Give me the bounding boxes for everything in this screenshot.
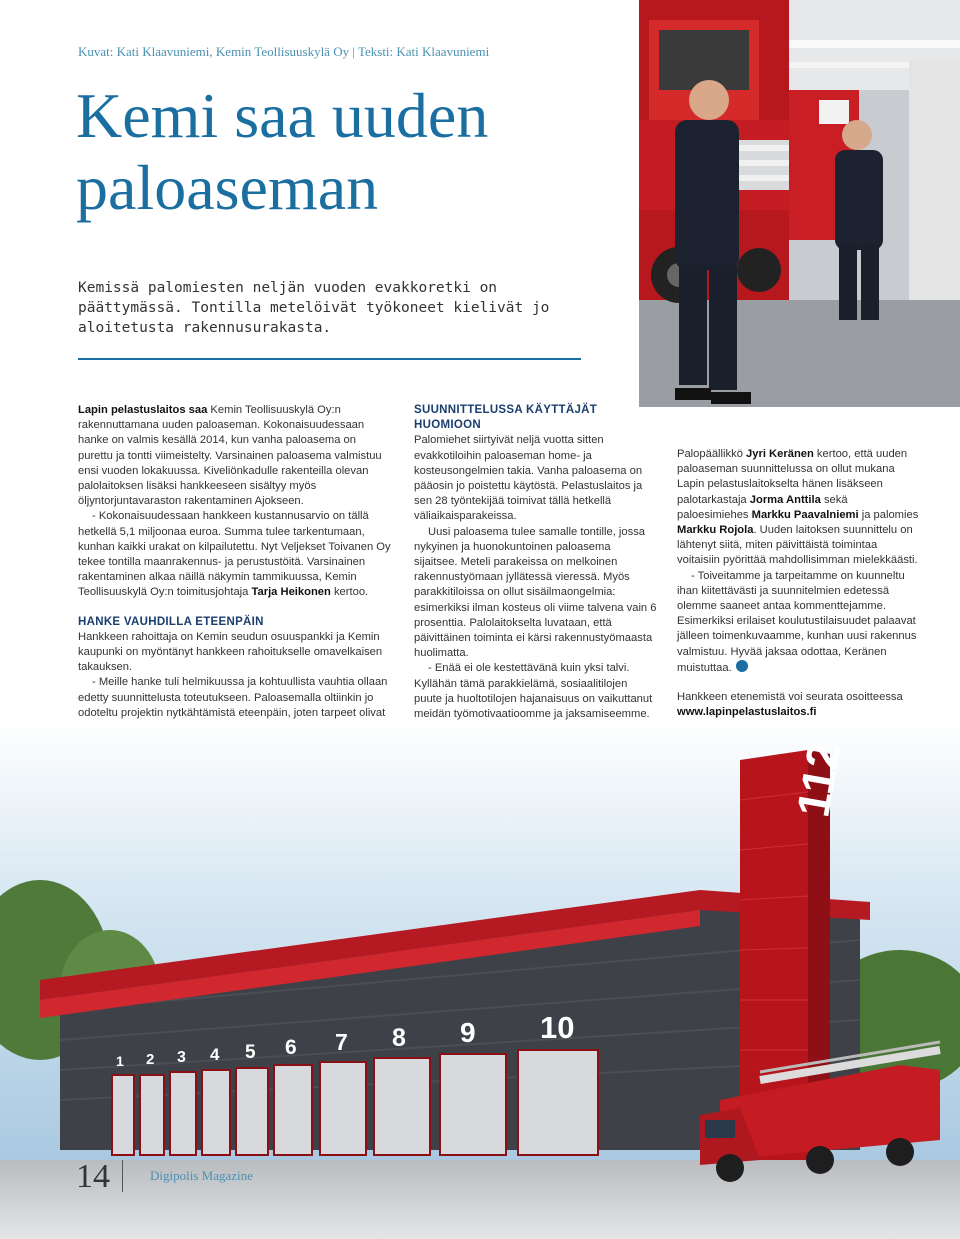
col1-paragraph-1 (78, 403, 393, 509)
col1-lead-in: Lapin pelastuslaitos saa (78, 404, 208, 416)
col1-paragraph-4: - Meille hanke tuli helmikuussa ja kohtuullista vauhtia ollaan edetty suunnittelusta toteutukseen. Paloasemalla oltiinkin jo odoteltu projektin nytkähtämistä eteenpäin, joten tarpeet olivat (78, 676, 388, 719)
tower-label: 112 (786, 738, 851, 821)
col3-paragraph-1 (677, 447, 919, 569)
col3-p2-text: - Toiveitamme ja tarpeitamme on kuunneltu ihan kiitettävästi ja suunnitelmien edetessä olemme saaneet antaa kommenttejamme. Esimerkiksi erilaiset koulutustilaisuudet palaavat jälleen toimenkuvaamme, kunhan uusi rakennus valmistuu. Hyvää jaksaa odottaa, Keränen muistuttaa. (677, 569, 917, 674)
heading-line-1: SUUNNITTELUSSA KÄYTTÄJÄT (414, 404, 598, 416)
col1-p2-end: kertoo. (330, 586, 369, 599)
col2-paragraph-1: Palomiehet siirtyivät neljä vuotta sitten evakkotiloihin paloaseman home- ja kosteusongelmien takia. Vanha paloasema on pääosin jo poistettu käytöstä. Pelastuslaitos ja sen 28 työntekijää toimivat tällä hetkellä väliaikaisparakeissa. (414, 434, 643, 523)
col3-text-b: kertoo, että uuden paloaseman suunnittelussa on ollut mukana Lapin pelastuslaitokselta hänen lisäkseen palotarkastaja (677, 448, 908, 506)
person-name: Markku Rojola (677, 524, 754, 537)
col1-p2-text: - Kokonaisuudessaan hankkeen kustannusarvio on tällä hetkellä 5,1 miljoonaa euroa. Summa tulee tarkentumaan, kunhan kaikki urakat on kilpailutettu. Nyt Veljekset Toivanen Oy tekee tontilla maanrakennus- ja perustustöitä. Varsinainen rakentaminen alkaa näillä näkymin tammikuussa, Kemin Teollisuuskylä Oy:n toimitusjohtaja (78, 510, 391, 599)
person-name: Jorma Anttila (749, 493, 821, 506)
article-lead: Kemissä palomiesten neljän vuoden evakkoretki on päättymässä. Tontilla metelöivät työkoneet kielivät jo aloitetusta rakennusurakasta. (78, 280, 550, 336)
door-number: 10 (540, 1010, 575, 1045)
website-link[interactable]: www.lapinpelastuslaitos.fi (677, 706, 817, 719)
col2-paragraph-2: Uusi paloasema tulee samalle tontille, jossa nykyinen ja huonokuntoinen paloasema sijaitsee. Meteli parakeissa on melkoinen rakennustyömaan jyllätessä vieressä. Myös parakkitiloissa on ollut sisäilmaongelmia: esimerkiksi ilman kosteus oli viime talvena vain 6 prosenttia. Palolaitokselta luvataan, että päivittäinen toiminta ei kärsi rakennustyömaasta huolimatta. (414, 525, 657, 660)
column-3 (677, 447, 919, 720)
heading-line-2: HUOMIOON (414, 419, 481, 432)
col3-paragraph-2 (677, 569, 919, 676)
door-number: 8 (392, 1024, 406, 1052)
door-number: 7 (335, 1029, 348, 1055)
door-number: 1 (116, 1053, 124, 1069)
col2-paragraph-3: - Enää ei ole kestettävänä kuin yksi talvi. Kyllähän tämä parakkielämä, sosiaalitilojen puute ja huoltotilojen hajanaisuus on vaikuttanut meidän työmotivaatioomme ja jaksamiseemme. (414, 662, 653, 721)
end-of-article-icon (736, 660, 748, 672)
footer-divider (122, 1160, 123, 1192)
door-number: 2 (146, 1051, 155, 1068)
person-name: Jyri Keränen (746, 448, 814, 460)
door-number: 5 (245, 1042, 256, 1063)
door-number: 6 (285, 1036, 297, 1059)
col3-text-e: . Uuden laitoksen suunnittelu on lähtenyt siitä, miten päivittäistä toimintaa voitaisiin pyörittää mahdollisimman mielekkäästi. (677, 524, 918, 567)
title-divider (78, 358, 581, 360)
col3-text-d: ja palomies (858, 508, 919, 521)
col3-paragraph-3: Hankkeen etenemistä voi seurata osoitteessa (677, 691, 903, 704)
photo-credits: Kuvat: Kati Klaavuniemi, Kemin Teollisuuskylä Oy | Teksti: Kati Klaavuniemi (78, 44, 490, 59)
col1-paragraph-3: Hankkeen rahoittaja on Kemin seudun osuuspankki ja Kemin kaupunki on myöntänyt hankkeen rahoitukselle omavelkaisen takauksen. (78, 630, 383, 674)
person-name: Markku Paavalniemi (751, 508, 859, 521)
col1-p1-text: Kemin Teollisuuskylä Oy:n rakennuttamana uuden paloaseman. Kokonaisuudessaan hanke on valmis kesällä 2014, kun vanha paloasema on purettu ja tontti viimeistelty. Varsinainen paloasema valmistuu ensi vuoden lokakuussa. Kiveliönkadulle rakenteilla olevan palolaitoksen lisäksi hankkeeseen sisältyy myös öljyntorjuntavaraston rakentaminen Ajokseen. (78, 404, 382, 508)
article-title: Kemi saa uuden paloaseman (76, 80, 489, 223)
section-heading-hanke: HANKE VAUHDILLA ETEENPÄIN (78, 615, 264, 628)
magazine-name: Digipolis Magazine (150, 1168, 253, 1183)
door-number: 9 (460, 1017, 476, 1048)
col3-text-a: Palopäällikkö (677, 448, 747, 460)
firefighters-photo (639, 0, 960, 407)
col3-text-c: sekä paloesimiehes (677, 493, 848, 521)
door-number: 3 (177, 1049, 186, 1066)
page-number: 14 (76, 1158, 110, 1195)
col1-paragraph-2 (78, 509, 393, 600)
section-heading-suunnittelu (414, 403, 657, 433)
door-number: 4 (210, 1045, 220, 1064)
column-2 (414, 403, 657, 768)
person-name: Tarja Heikonen (251, 586, 331, 599)
fire-station-render (0, 720, 960, 1239)
